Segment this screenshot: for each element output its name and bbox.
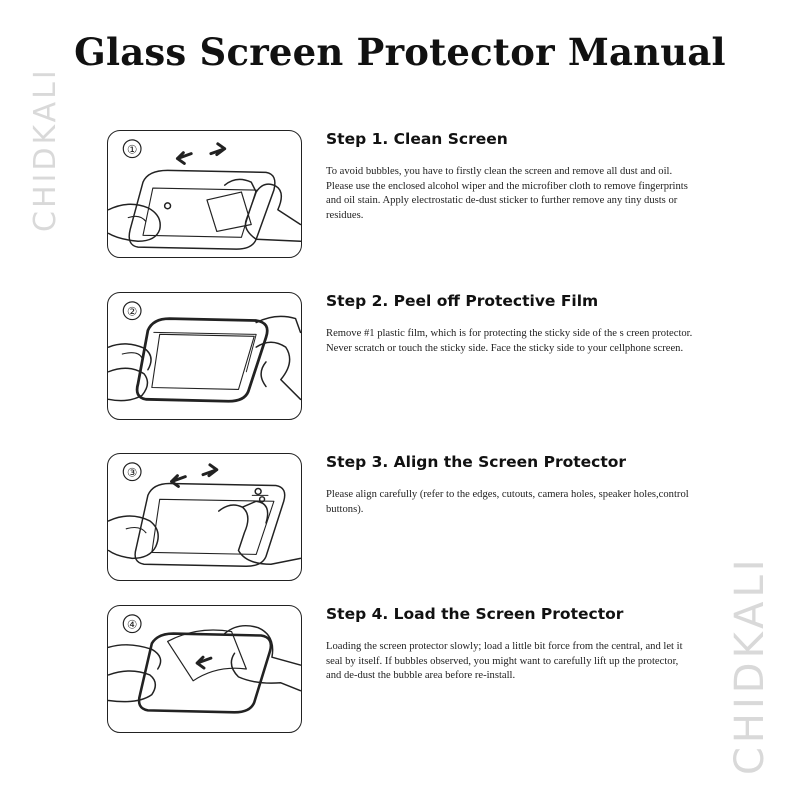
step-4-illustration — [107, 605, 302, 733]
step-3-body: Please align carefully (refer to the edges, cutouts, camera holes, speaker holes,control buttons). — [326, 489, 689, 515]
step-1-body: To avoid bubbles, you have to firstly clean the screen and remove all dust and oil. Please use the enclosed alcohol wiper and the microfiber cloth to remove fingerprints and oil stain. Apply electrostatic de-dust sticker to further remove any tiny dusts or residues. — [326, 166, 688, 221]
protective-film — [154, 332, 256, 371]
step-2-heading: Step 2. Peel off Protective Film — [326, 292, 599, 310]
arrow-left-icon — [177, 153, 191, 164]
hand-right — [225, 179, 301, 241]
page-title: Glass Screen Protector Manual — [74, 30, 726, 74]
step-3-illustration — [107, 453, 302, 581]
camera-hole-icon — [255, 488, 261, 494]
step-3-heading: Step 3. Align the Screen Protector — [326, 453, 627, 471]
wiping-cloth — [207, 192, 251, 231]
watermark-left: CHIDKALI — [28, 67, 63, 232]
hand-right — [256, 316, 300, 399]
step-1-illustration — [107, 130, 302, 258]
step-2-illustration — [107, 292, 302, 420]
step-4-body: Loading the screen protector slowly; load a little bit force from the central, and let it seal by itself. If bubbles observed, you might want to carefully lift up the protector, and de-dust the bubble area before re-install. — [326, 641, 683, 681]
step-3 — [107, 453, 747, 581]
step-2-body: Remove #1 plastic film, which is for protecting the sticky side of the s creen protector. Never scratch or touch the sticky side. Face the sticky side to your cellphone screen. — [326, 328, 693, 354]
arrow-left-icon — [197, 657, 211, 668]
hand-left — [109, 645, 161, 702]
step-1 — [107, 130, 747, 258]
step-4-number: ④ — [126, 617, 138, 632]
watermark-right: CHIDKALI — [727, 555, 773, 775]
step-4 — [107, 605, 747, 733]
step-3-number: ③ — [126, 465, 138, 480]
step-2 — [107, 292, 747, 420]
hand-left — [109, 516, 159, 558]
step-2-number: ② — [126, 304, 138, 319]
step-4-heading: Step 4. Load the Screen Protector — [326, 605, 624, 623]
step-1-heading: Step 1. Clean Screen — [326, 130, 508, 148]
phone-outline — [139, 634, 271, 713]
arrow-right-icon — [203, 465, 217, 476]
hand-right — [219, 501, 301, 564]
arrow-left-icon — [172, 476, 186, 487]
arrow-right-icon — [211, 144, 225, 155]
step-1-number: ① — [126, 142, 138, 157]
